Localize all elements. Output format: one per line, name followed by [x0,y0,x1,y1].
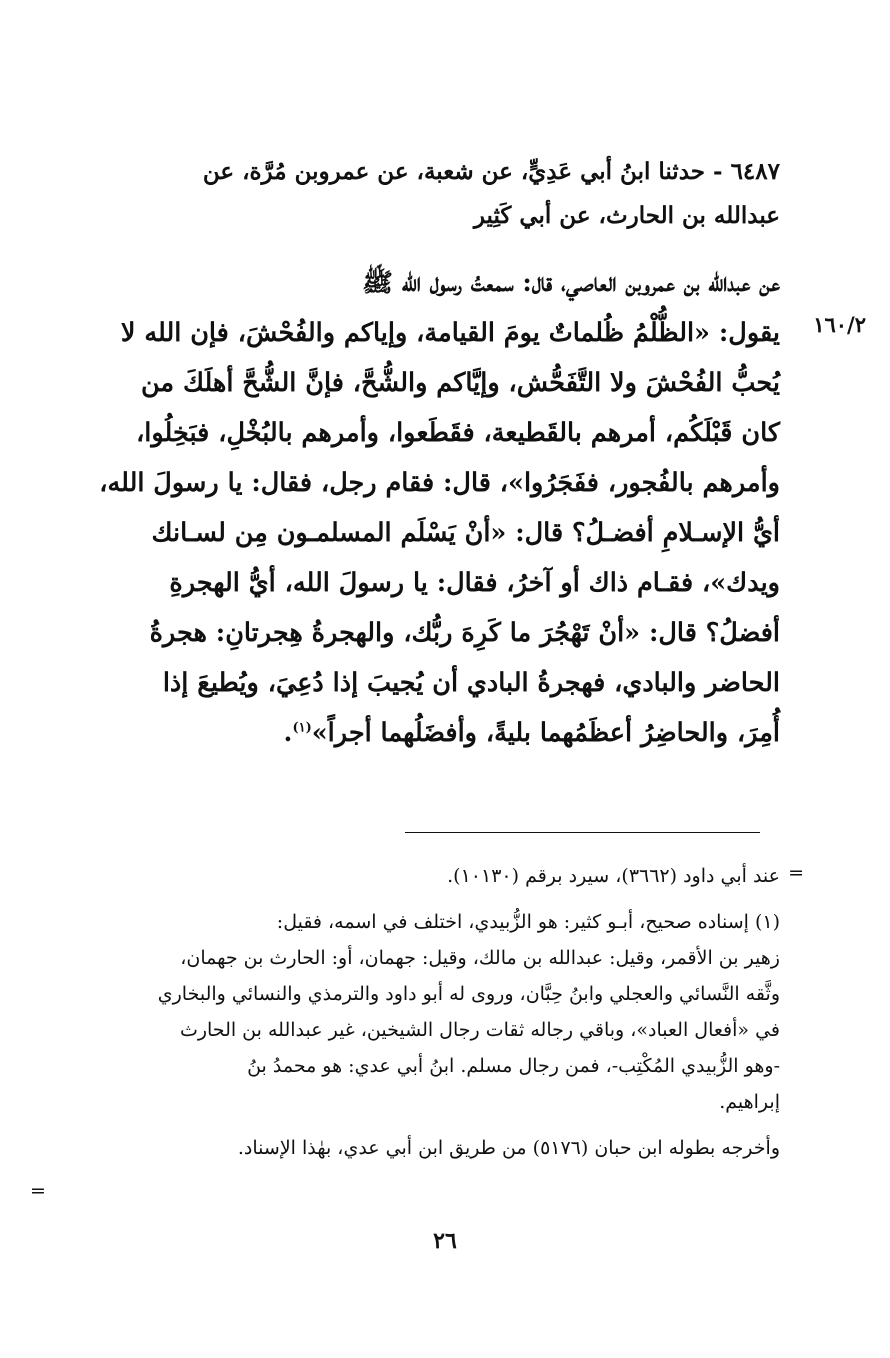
matn-line: أفضلُ؟ قال: «أنْ تَهْجُرَ ما كَرِهَ ربُّك، والهجرةُ هِجرتانِ: هجرةُ [149,618,780,648]
footnote-carry-over: عند أبي داود (٣٦٦٢)، سيرد برقم (١٠١٣٠). [447,865,780,887]
matn-line: وأمرهم بالفُجور، ففَجَرُوا»، قال: فقام رجل، فقال: يا رسولَ الله، [99,468,780,498]
matn-line: ويدك»، فقـام ذاك أو آخرُ، فقال: يا رسولَ الله، أيُّ الهجرةِ [169,568,780,598]
footnote-line: (١) إسناده صحيح، أبـو كثير: هو الزُّبيدي، اختلف في اسمه، فقيل: [276,911,780,933]
matn-line: كان قَبْلَكُم، أمرهم بالقَطيعة، فقَطَعوا، وأمرهم بالبُخْلِ، فبَخِلُوا، [136,418,780,448]
hadith-matn [50,258,780,758]
footnote-marker[interactable]: (١) [292,720,312,736]
isnad-line: ٦٤٨٧ - حدثنا ابنُ أبي عَدِيٍّ، عن شعبة، عن عمروبن مُرَّة، عن [202,158,780,185]
continuation-mark: = [30,1180,46,1202]
footnote-2: وأخرجه بطوله ابن حبان (٥١٧٦) من طريق ابن أبي عدي، بهٰذا الإسناد. [237,1137,780,1159]
footnote-line: إبراهيم. [719,1091,780,1113]
matn-line-last: أُمِرَ، والحاضِرُ أعظَمُهما بليةً، وأفضَلُهما أجراً»$^{(١)}$. [283,718,780,748]
matn-line-text: أُمِرَ، والحاضِرُ أعظَمُهما بليةً، وأفضَلُهما أجراً» [311,718,780,748]
matn-line: عن عبدالله بن عمروبن العاصي، قال: سمعتُ رسول الله ﷺ [362,268,780,298]
isnad-line: عبدالله بن الحارث، عن أبي كَثِير [473,202,780,229]
footnote-line: زهير بن الأقمر، وقيل: عبدالله بن مالك، وقيل: جهمان، أو: الحارث بن جهمان، [180,947,780,969]
matn-line: الحاضر والبادي، فهجرةُ البادي أن يُجيبَ إذا دُعِيَ، ويُطيعَ إذا [162,668,780,698]
footnote-line: في «أفعال العباد»، وباقي رجاله ثقات رجال الشيخين، غير عبدالله بن الحارث [179,1019,780,1041]
footnote-line: -وهو الزُّبيدي المُكْتِب-، فمن رجال مسلم. ابنُ أبي عدي: هو محمدُ بنُ [247,1055,780,1077]
footnotes [50,858,780,1166]
footnote-separator [405,832,760,833]
hadith-isnad [50,150,780,238]
matn-line: أيُّ الإسـلامِ أفضـلُ؟ قال: «أنْ يَسْلَم المسلمـون مِن لسـانك [151,518,780,548]
page-number: ٢٦ [433,1228,457,1254]
footnote-1 [50,904,780,1120]
margin-reference: ١٦٠/٢ [813,312,866,337]
footnote-line: وثَّقه النَّسائي والعجلي وابنُ حِبَّان، وروى له أبو داود والترمذي والنسائي والبخاري [157,983,780,1005]
matn-line: يقول: «الظُّلْمُ ظُلماتٌ يومَ القيامة، وإياكم والفُحْشَ، فإن الله لا [120,318,780,348]
matn-line: يُحبُّ الفُحْشَ ولا التَّفَحُّش، وإيَّاكم والشُّحَّ، فإنَّ الشُّحَّ أهلَكَ من [141,368,780,398]
carry-over-mark: = [788,862,804,884]
